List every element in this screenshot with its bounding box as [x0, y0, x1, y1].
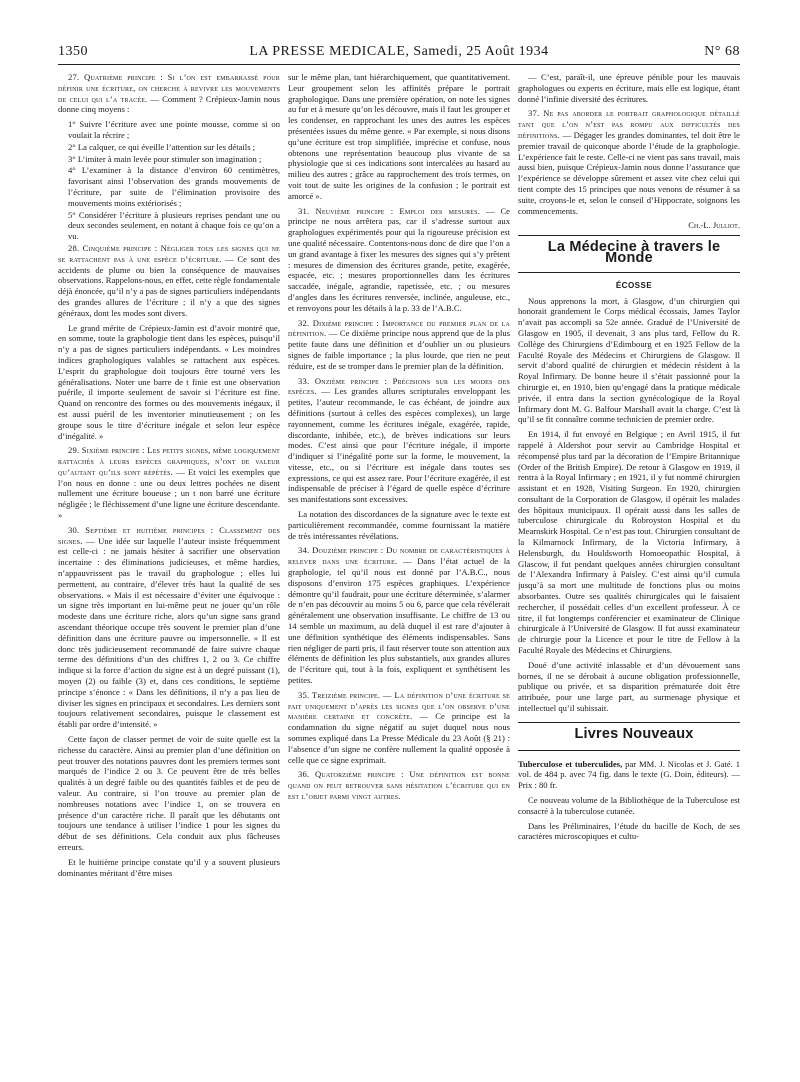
- author-signature: Ch.-L. Julliot.: [688, 220, 740, 231]
- column-3-top: [518, 72, 740, 216]
- paragraph-text: Le grand mérite de Crépieux-Jamin est d’avoir montré que, en somme, toute la graphologie tient dans les espèces, puisqu’il n’y a pas de signes particuliers indépendants. « Les moindres indices graphologiques valables se rattachent aux espèces. L’esprit du graphologue doit toujours être tourné vers les généralisations. Noter une barre de t finie est une observation puérile, il importe seulement de savoir si l’écriture est fine. Quand on rencontre des formes ou des mouvements inégaux, il est aussi puéril de les inventorier minutieusement ; on les groupe sous le titre d’écriture inégale et selon leur espèce d’inégalité. »: [58, 322, 280, 441]
- principle-heading: 28. Cinquième principe : Négliger tous les signes qui ne se rattachent pas à une espèce d’écriture.: [58, 242, 280, 264]
- paragraph: [288, 690, 510, 766]
- paragraph: [518, 108, 740, 216]
- issue-number: N° 68: [704, 44, 740, 59]
- book-title: Tuberculose et tuberculides,: [518, 758, 623, 769]
- paragraph-text: 3° L’imiter à main levée pour stimuler son imagination ;: [68, 153, 262, 164]
- paragraph: [58, 243, 280, 319]
- paragraph: [288, 318, 510, 372]
- paragraph: [58, 445, 280, 521]
- principle-heading: 32. Dixième principe : Importance du premier plan de la définition.: [288, 317, 510, 339]
- paragraph: [288, 72, 510, 202]
- page-number: 1350: [58, 44, 88, 59]
- page-header: [58, 42, 740, 64]
- paragraph-text: sur le même plan, tant hiérarchiquement, que quantitativement. Leur groupement selon les affinités prépare le portrait graphologique. Dans une première opération, on note les signes au fur et à mesure qu’on les découvre, mais il faut les grouper et les condenser, en rapprochant les unes des autres les espèces présentées issues du même genre. « Par exemple, si nous disons qu’une écriture est trop simplifiée, imprécise et confuse, nous obtenons une représentation beaucoup plus vivante de sa physiologie que si ces indications sont intercalées au hasard au milieu des autres ; grâce au rapprochement des trois termes, on voit tout de suite les origines de la confusion ; le portrait est amorcé ».: [288, 72, 510, 201]
- paragraph: Nous apprenons la mort, à Glasgow, d’un chirurgien qui honorait grandement le Corps médical écossais, James Taylor n’avait pas accompli sa 52e année. Gradué de l’Université de Glasgow en 1905, il devenait, 3 ans plus tard, Fellow du R. Collège des Chirurgiens d’Edimbourg et en 1925 Fellow de la Faculté Royale des Médecins et Chirurgiens de Glasgow. Il servit d’abord qualité de chirurgien et médecin résident à la Royal Infirmary. De bonne heure il s’était passionné pour la chirurgie et, en 1910, bien qu’engagé dans la pratique médicale privée, il entra dans la section gynécologique de la Royal Infirmary dont M. G. Balfour Marshall avait la charge. C’est là qu’il se fit connaître comme technicien de premier ordre.: [518, 295, 740, 425]
- paragraph-text: — Ce principe ne nous arrêtera pas, car il s’adresse surtout aux graphologues expérimentés pour qui la rigoureuse précision est une qualité nécessaire. Contentons-nous donc de dire que l’on a un grand avantage à fixer les mesures des signes qui s’y prêtent : mesures de dimension des écritures grande, petite, exagérée, espacée, etc. ; mesures proportionnelles dans les écritures saccadée, inégale, agrandie, rapetissée, etc. ; ou mesures d’angles dans les écritures renversée, inclinée, anguleuse, etc., et renvoyons pour les détails à la p. 33 de l’A.B.C.: [288, 205, 510, 313]
- paragraph: Ce nouveau volume de la Bibliothèque de la Tuberculose est consacré à la tuberculose cutanée.: [518, 795, 740, 816]
- paragraph: [288, 376, 510, 506]
- paragraph: [58, 142, 280, 153]
- paragraph: Doué d’une activité inlassable et d’un dévouement sans bornes, il ne se dérobait à aucune obligation professionnelle, publique ou privée, et sa disparition prématurée doit être attribuée, pour une large part, au surmenage physique et intellectuel qu’il subissait.: [518, 659, 740, 714]
- principle-heading: 31. Neuvième principe : Emploi des mesures.: [298, 205, 481, 216]
- section-title-box-books: [518, 722, 740, 751]
- paragraph-text: — Dégager les grandes dominantes, tel doit être le premier travail de quiconque aborde l’étude de la graphologie. L’expérience fait le reste. Celle-ci ne vient pas sans travail, mais aussi bien, puisque Crépieux-Jamin nous donne l’assurance que l’expérience se développe sûrement et assez vite chez celui qui tient compte des 15 principes que nous venons de résumer à sa suite, croyons-le et, selon le conseil d’Hippocrate, soignons les commencements.: [518, 129, 740, 216]
- paragraph-text: 4° L’examiner à la distance d’environ 60 centimètres, favorisant ainsi l’observation des grands mouvements de l’écriture, par suite de l’élimination provisoire des mouvements moins extériorisés ;: [68, 165, 280, 208]
- paragraph: [58, 165, 280, 208]
- paragraph: En 1914, il fut envoyé en Belgique ; en Avril 1915, il fut rappelé à Aldershot pour servir au Cambridge Hospital et récompensé plus tard par la décoration de l’Empire Britannique (Order of the British Empire). De retour à Glasgow en 1919, il rentra à la Royal Infirmary ; en 1921, il y fut nommé chirurgien assistant et en 1928, Visiting Surgeon. En 1920, chirurgien consultant de la Corporation de Glasgow, il opérait les malades des hôpitaux municipaux. Il opérait aussi dans les salles de tuberculose chirurgicale du Robroyston Hospital et du Mearnskirk Hospital. Ce n’est pas tout. Chirurgien consultant de la Kilmarnock Infirmary, de la Victoria Infirmary, à Helensburgh, du Houldsworth Homoeopathic Hospital, à Glascow, il fut pendant quelques années chirurgien consultant de l’Alexandra Infirmary à Paisley. C’est ainsi qu’il cumula jusqu’à sa mort une multitude de fonctions plus ou moins absorbantes. Outre ses qualités chirurgicales qui le faisaient rechercher, il possédait celles d’un excellent professeur. À ce titre, il fut longtemps conférencier et examinateur de Clinique chirurgicale à l’Université de Glasgow. Il fut aussi examinateur de chirurgie pour la Licence et pour le titre de Fellow à la Faculté Royale des Médecins et Chirurgiens.: [518, 429, 740, 656]
- paragraph-text: — Ce principe est la condamnation du signe négatif au sujet duquel nous nous sommes expliqué dans La Presse Médicale du 23 Août (§ 21) : l’absence d’un signe ne confère nullement la qualité opposée à celle que ce signe exprimait.: [288, 711, 510, 765]
- paragraph-text: 1° Suivre l’écriture avec une pointe mousse, comme si on voulait la récrire ;: [68, 119, 280, 140]
- paragraph: [58, 734, 280, 853]
- paragraph-text: — C’est, paraît-il, une épreuve pénible pour les mauvais graphologues ou experts en écriture, mais elle est logique, étant donné l’infinie diversité des écritures.: [518, 72, 740, 104]
- header-rule: [58, 64, 740, 65]
- principle-heading: 27. Quatrième principe : Si l’on est embarrassé pour définir une écriture, on cherche à revivre les mouvements de celui qui l’a tracée.: [58, 72, 280, 104]
- principle-heading: 37. Ne pas aborder le portrait graphologique détaillé tant que l’on n’est pas rompu aux difficultés des définitions.: [518, 108, 740, 140]
- paragraph: [288, 545, 510, 685]
- paragraph-text: Cette façon de classer permet de voir de suite quelle est la richesse du caractère. Ainsi au premier plan d’une définition on peut trouver des notations pauvres dont les premiers termes sont marqués de l’indice 2 ou 3. Ce peuvent être de très belles qualités à un degré faible ou des quantités faibles et de peu de valeur. Au contraire, si l’on trouve au premier plan de nombreuses notations avec l’indice 1, on se trouvera en présence d’un caractère riche. Il paraît que les débutants ont toujours une tendance à utiliser l’indice 1 pour les signes du début de ses définitions. Cela conduit aux plus fâcheuses erreurs.: [58, 734, 280, 852]
- paragraph: [58, 525, 280, 730]
- paragraph-text: Et le huitième principe constate qu’il y a souvent plusieurs dominantes méritant d’être mises: [58, 856, 280, 878]
- paragraph-text: — Et voici les exemples que l’on nous en donne : une ou deux lettres pochées ne disent nullement une écriture boueuse ; un t non barré une écriture négligée ; le fléchissement d’une ligne une écriture descendante. »: [58, 466, 280, 521]
- paragraph: [288, 509, 510, 541]
- column-1: [58, 72, 280, 1072]
- paragraph-text: 2° La calquer, ce qui éveille l’attention sur les détails ;: [68, 141, 256, 152]
- paragraph: [58, 323, 280, 442]
- paragraph-text: — Comment ? Crépieux-Jamin nous donne cinq moyens :: [58, 93, 280, 115]
- paragraph-text: — Ce dixième principe nous apprend que de la plus petite faute dans une définition et d’oublier un ou plusieurs signes de faible importance ; la plus lourde, que rien ne peut réduire, est de se tromper dans le premier plan de la définition.: [288, 328, 510, 371]
- book-review: [518, 795, 740, 842]
- section-title-box: [518, 235, 740, 273]
- principle-heading: 34. Douzième principe : Du nombre de caractéristiques à relever dans une écriture.: [288, 545, 510, 567]
- medecine-article: [518, 296, 740, 714]
- paragraph: [58, 154, 280, 165]
- paragraph-text: — Dans l’état actuel de la graphologie, tel qu’il nous est donné par l’A.B.C., nous disposons d’environ 175 espèces graphiques. L’expérience démontre qu’il faudrait, pour une écriture déterminée, s’alarmer de n’en pas découvrir au moins 5 ou 6, parce que cela révélerait généralement une observation insuffisante. Le chiffre de 13 ou 14 semble un maximum, au delà duquel il est rare d’ajouter à une définition synthétique des éléments indispensables. Sans rien négliger de parti pris, il faut réserver toute son attention aux éléments de définition les plus substantiels, aux grandes allures de l’écriture qui, tout à la fois, expliquent et synthétisent les petites.: [288, 556, 510, 686]
- subsection-heading: ÉCOSSE: [615, 280, 653, 290]
- paragraph-text: 5° Considérer l’écriture à plusieurs reprises pendant une ou deux secondes seulement, en notant à chaque fois ce qu’on a vu.: [68, 209, 280, 242]
- principle-heading: 33. Onzième principe : Précisions sur les modes des espèces.: [288, 375, 510, 397]
- paragraph-text: — Une idée sur laquelle l’auteur insiste fréquemment est celle-ci : ne jamais hésiter à sacrifier une observation incertaine : des éliminations judicieuses, et même hardies, n’appauvrissent pas le travail du graphologue ; elles lui permettent, au contraire, d’élever très haut la qualité de ses observations. « Mais il est nécessaire d’éviter une équivoque : un signe très important en lui-même peut ne jouer qu’un rôle modeste dans une écriture riche, alors qu’un signe sans grand ascendant théorique occupe très souvent le premier plan d’une définition dans une écriture pauvre ou impersonnelle. » Il est donc très judicieusement recommandé de faire suivre chaque terme des définitions d’un des chiffres 1, 2 ou 3. Ce chiffre indique si la force d’action du signe est à un degré puissant (1), moyen (2) ou faible (3) et, dans ces conditions, le septième principe s’énonce : « Dans les définitions, il n’y a pas lieu de diviser les signes en principaux et secondaires. Les derniers sont toujours relativement secondaires, puisque le classement est établi par ordre d’intensité. »: [58, 535, 280, 730]
- column-3: [518, 72, 740, 1072]
- principle-heading: 36. Quatorzième principe : Une définition est bonne quand on peut retrouver sans hésitation l’écriture qui en est l’objet parmi vingt autres.: [288, 769, 510, 801]
- section-title-livres: Livres Nouveaux: [574, 725, 694, 742]
- paragraph-text: — Les grandes allures scripturales enveloppant les petites, l’auteur recommande, le cas échéant, de joindre aux définitions (surtout à celles des espèces complexes), un large rayonnement, comme les écritures inégale, exagérée, rapide, discordante, inhibée, etc.), de brèves indications sur leurs modes. C’est ainsi que pour l’écriture inégale, il importe d’indiquer si l’inégalité porte sur la forme, le mouvement, la vitesse, etc., ou si l’écriture est inégale dans toutes ses expressions, ce qui est assez rare. Pour l’écriture exagérée, il est indispensable de préciser à l’égard de quelle espèce d’écriture ses manifestations sont excessives.: [288, 386, 510, 505]
- paragraph: [58, 72, 280, 115]
- column-2: [288, 72, 510, 1072]
- principle-heading: 30. Septième et huitième principes : Classement des signes.: [58, 524, 280, 546]
- journal-title: LA PRESSE MEDICALE, Samedi, 25 Août 1934: [249, 44, 549, 59]
- paragraph-text: La notation des discordances de la signature avec le texte est particulièrement recommandée, comme fournissant la matière de très intéressantes révélations.: [288, 509, 510, 541]
- principle-heading: 29. Sixième principe : Les petits signes, même logiquement rattachés à leurs espèces graphiques, n’ont de valeur qu’autant qu’ils sont répétés.: [58, 445, 280, 477]
- book-details: par MM. J. Nicolas et J. Gaté. 1 vol. de 484 p. avec 74 fig. dans le texte (G. Doin, éditeurs). — Prix : 80 fr.: [518, 758, 740, 791]
- paragraph: Dans les Préliminaires, l’étude du bacille de Koch, de ses caractères microscopiques et cultu-: [518, 820, 740, 842]
- paragraph: [58, 857, 280, 879]
- paragraph: [518, 72, 740, 104]
- book-entry: [518, 759, 740, 791]
- section-title-medecine: La Médecine à travers le Monde: [547, 239, 721, 266]
- principle-heading: 35. Treizième principe. — La définition d’une écriture se fait uniquement d’après les signes que l’on observe d’une manière certaine et concrète.: [288, 689, 510, 722]
- paragraph: [288, 206, 510, 314]
- paragraph-text: — Ce sont des accidents de plume ou bien la conséquence de mauvaises observations. Rappelons-nous, en effet, cette règle fondamentale déjà énoncée, qu’il n’y a pas de signes particuliers indépendants des grandes allures de l’écriture ; il n’y a que des signes généraux, dont les modes sont divers.: [58, 253, 280, 318]
- paragraph: [288, 769, 510, 801]
- paragraph: [58, 210, 280, 242]
- paragraph: [58, 119, 280, 141]
